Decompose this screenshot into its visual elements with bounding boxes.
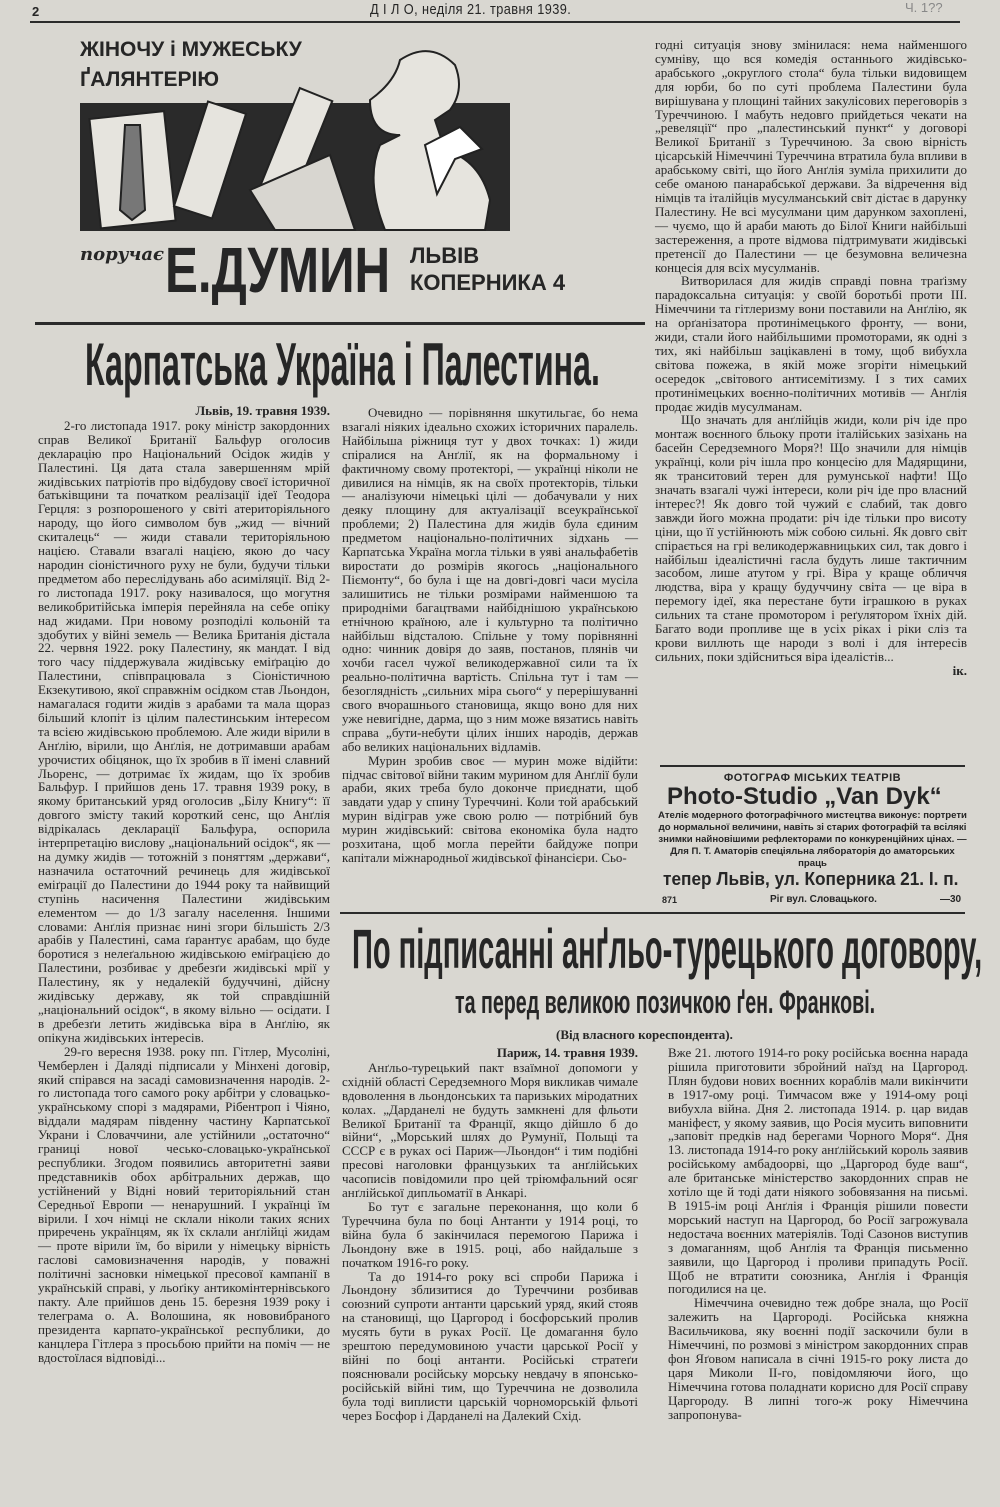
ad-street: КОПЕРНИКА 4 bbox=[410, 270, 566, 295]
article1-column-2 bbox=[342, 406, 638, 865]
article2-column-3 bbox=[668, 1046, 968, 1421]
ad-photo-top: ФОТОГРАФ МІСЬКИХ ТЕАТРІВ bbox=[723, 772, 902, 784]
paragraph: 2-го листопада 1917. року міністр закордонних справ Великої Британії Бальфур оголосив декларацію про Національний Осідок жидів у Палестині. Ця дата стала завершенням мрій жидівських патріотів про відбудову своєї історичної батьківщини та початком реалізації ідеї Теодора Герцля: з розпорошеного у світі атериторіяльного народу, що його символом був „жид — вічний скиталець“ — жиди ставали територіяльною нацією. Ставали взагалі нацією, якою до часу народин сіоністичного руху не були, будучи тільки предметом або переслідувань або асиміляції. Від 2-го листопада 1917. року називалося, що могутня великобритійська імперія перейняла на себе опіку над жидами. При новому розподілі кольоній та здобутих у війні земель — Велика Британія дістала 22. червня 1922. року Палестину, як мандат. І від того часу піддержувала жидівську еміґрацію до Палестини, співпрацювала з Сіоністичною Екзекутивою, якої справжнім осідком став Льондон, намагалася годити жидів з арабами та мала щораз більший клопіт із цілим палестинським інтересом та всією жидівською проблемою. Але жиди вірили в Анґлію, вірили, що Анґлія, не дотримавши арабам урочистих обіцянок, що їх зробив в її імені славний Льоренс, — дотримає їх жидам, що їх зробив Бальфур. І прийшов день 17. травня 1939 року, в якому британський уряд оголосив „Білу Книгу“: її довгого змісту такий короткий сенс, що Анґлія відрікалась декларації Бальфура, оспорила інтерпретацію вислову „національний осідок“, як — на думку жидів — тотожній з поняттям „держави“, назначила остаточний речинець для жидівської еміґрації до Палестини до 1944 року та найвищий ступінь насичення Палестини жидівським елементом — до 1/3 загалу населення. Іншими словами: Анґлія признає нині згори більшість 2/3 арабів у Палестині, сама ґарантує арабам, що буде боротися з нелеґальною жидівською еміґрацією до Палестини, розбиває у дребезґи жидівські мрії у Палестину, як у недалекій будуччині, дійсну жидівську державу, як той справдішній „національний осідок“, в якому вільно — осідати. І в дребезґи летить жидівська віра в Анґлію, як опікуна жидівських інтересів. bbox=[38, 417, 330, 1045]
paragraph: Німеччина очевидно теж добре знала, що Росії залежить на Царгороді. Російська княжна Васильчикова, яку воєнні події заскочили були в Німеччині, по розмові з міністром закордонних справ фон Яґовом написала в січні 1915-го року листа до царя Миколи II-го, повідомляючи його, що Німеччина готова поладнати корисно для Росії справу Царгороду. В липні того-ж року Німеччина запропонува- bbox=[668, 1295, 968, 1422]
paragraph: Що значать для анґлійців жиди, коли річ іде про монтаж воєнного бльоку проти італійських зазіхань на басейн Середземного Моря?! Що значили для німців українці, коли річ ішла про концесію для Мадярщини, як транситовий терен для румунської нафти! Що значать взагалі чужі інтереси, коли річ іде про власний інтерес?! Як довго той чужий є слабий, так довго завжди його можна продати: річ іде тільки про висоту ціни, що її устійнюють між собою сильні. Як довго світ спірається на грі великодержавницьких сил, так довго і найбільш ідеалістичні гасла будуть лише тактичним засобом, лише атутом у грі. Віра у краще обличчя людства, віра у кращу будуччину світа — це віра в перемогу ідеї, яка перестане бути іграшкою в руках сильних та стане промотором і реґулятором їхніх дій. Багато води пропливе ще в усіх ріках і ріки сліз та крови виллють ще народи з волі і для інтересів сильних, поки здійсниться віра ідеалістів... bbox=[655, 412, 967, 664]
ad-photo-code-right: —30 bbox=[940, 894, 962, 905]
ad-photo-corner: Ріг вул. Словацького. bbox=[770, 894, 877, 905]
ad-name: Е.ДУМИН bbox=[165, 234, 391, 306]
paragraph: Анґльо-турецький пакт взаїмної допомоги у східній області Середземного Моря викликав чимале вдоволення в льондонських та паризьких міродатних колах. „Дарданелі не будуть замкнені для фльоти Великої Британії та Франції, якщо дійшло б до війни“, „Морський шлях до Румунії, Польщі та СССР є в руках осі Париж—Льондон“ і тим подібні пресові наголовки французьких та анґлійських часописів повідомили про цей тріюмфальний осяг анґлійської дипльоматії в Анкарі. bbox=[342, 1059, 638, 1201]
paragraph: Та до 1914-го року всі спроби Парижа і Льондону зблизитися до Туреччини розбивав союзний супроти антанти царський уряд, який стояв на становищі, що Царгород і босфорський пролив мусять бути в руках Росії. Це домагання було зрештою передумовиною участи царської Росії у війні по боці антанти. Російські стратеґи пояснювали російську морську невдачу в японсько-російській війні тим, що Туреччина не дозволила була тоді виплисти царській чорноморській фльоті через Босфор і Дарданелі на Далекий Схід. bbox=[342, 1268, 638, 1423]
article1-column-1 bbox=[38, 404, 330, 1365]
article2-dateline: Париж, 14. травня 1939. bbox=[496, 1045, 638, 1060]
article2-byline: (Від власного кореспондента). bbox=[556, 1027, 733, 1042]
ad-illustration bbox=[80, 35, 520, 235]
paragraph: Бо тут є загальне переконання, що коли б Туреччина була по боці Антанти у 1914 році, то війна була б закінчилася перемогою Парижа і Льондону вже в 1915. році, або найдальше з початком 1916-го року. bbox=[342, 1198, 638, 1270]
shirt-tie-icon bbox=[89, 111, 175, 228]
ad-photo-name: Photo-Studio „Van Dyk“ bbox=[667, 783, 942, 810]
paragraph: Вже 21. лютого 1914-го року російська воєнна нарада рішила приготовити збройний наїзд на Царгород. Плян будови нових воєнних кораблів мали викінчити в 1917-ому році. Тимчасом вже у 1914-ому році вибухла війна. Дня 2. листопада 1914. р. цар видав маніфест, у якому заявив, що Росія мусить виповнити „заповіт предків над берегами Чорного Моря“. Дня 13. листопада 1914-го року анґлійський король заявив російському амбадоорві, що „Царгород буде ваш“, але британське міністерство закордонних справ не хотіло ще й тоді дати ніякого зобовязання на письмі. В 1915-ім році Анґлія і Франція рішили повести морський наступ на Царгород, бо Росії загрожувала недостача воєнних матеріялів. Тоді Сазонов виступив з домаганням, щоб Анґлія та Франція письменно заявили, що Царгород і проливи припадуть Росії. Щоб не втратити союзника, Анґлія і Франція погодилися на це. bbox=[668, 1045, 968, 1297]
paragraph: Витворилася для жидів справді повна траґізму парадоксальна ситуація: у своїй боротьбі проти III. Німеччини та гітлеризму вони поставили на Анґлію, як на орґанізатора протинімецького фронту, — вони, жиди, стали його найбільшими промоторами, як одні з тих, які найбільш зацікавлені в тому, щоб вибухла світова пожежа, в якій може згоріти німецький осередок „світового антисемітизму. І з тих самих протинімецьких воєнно-політичних мотивів — Анґлія продає жидів мусулманам. bbox=[655, 273, 967, 414]
ad-photo-address: тепер Львів, ул. Коперника 21. І. п. bbox=[663, 869, 959, 889]
article1-signature: ік. bbox=[952, 662, 967, 678]
article2-top-rule bbox=[340, 912, 965, 914]
photo-ad-top-rule bbox=[660, 765, 965, 767]
ad-bottom-rule bbox=[35, 322, 645, 325]
article1-headline: Карпатська Україна і Палестина. bbox=[85, 331, 600, 398]
paragraph: годні ситуація знову змінилася: нема найменшого сумніву, що вся комедія останнього жидівсько-арабського „округлого стола“ була тільки видовищем для юрби, бо по суті проблема Палестини була вирішувана у площині тайних закулісових переговорів з Туреччиною. І мабуть недовго прийдеться чекати на „ревеляції“ про „палестинський пункт“ у договорі Великої Британії з Туреччиною. За свою вірність цісарській Німеччині Туреччина втратила була впливи в арабському світі, що його Анґлія зуміла прихилити до себе оманою панарабської держави. За відречення від німців та італійців мусулманський світ дістає в дарунку Палестину. Не всі мусулмани цим дарунком захоплені, — чуємо, що й араби мають до Білої Книги найбільші застереження, а проте відмова підтримувати жидівські претенсії до Палестини — це безумовна величезна концесія для всіх мусулманів. bbox=[655, 37, 968, 275]
ad-line2: ҐАЛЯНТЕРІЮ bbox=[80, 68, 219, 91]
article2-column-2 bbox=[342, 1046, 638, 1422]
article2-headline: По підписанні анґльо-турецького договору, bbox=[352, 917, 983, 980]
ad-dumyn[interactable] bbox=[30, 30, 640, 315]
paragraph: Очевидно — порівняння шкутильгає, бо нема взагалі ніяких ідеально схожих історичних паралель. Найбільша ріжниця тут у двох точках: 1) жиди спіралися на Анґлії, як на формальному і фактичному свому протекторі, — українці ніколи не дивилися на німців, як на своїх протекторів, тільки — аналізуючи німецькі цілі — добачували у них деяку площину для актуалізації всеукраїнської проблеми; 2) Палестина для жидів була єдиним предметом національно-політичних зідхань — Карпатська Україна могла тільки в уяві анальфабетів виростати до розмірів якогось „національного Піємонту“, бо була і ще на довгі-довгі часи мусіла залишитись не тільки розмірами найменшою та природніми багацтвами найбіднішою українською етнічною країною, але і культурно та політично найбільш відсталою. Спільне у тому порівнянні одно: чинник довіря до заяв, постанов, плянів чи хочби гасел чужої великодержавної сили та їх реально-політична вартість. Спільна тут і там — безоглядність „сильних міра сього“ у перерішуванні свого вчорашнього становища, якщо воно для них уже невигідне, дарма, що з ним може вязатись навіть справа „бути-небути цілих інших народів, держав або великих національних відламів. bbox=[342, 405, 638, 754]
article1-column-3 bbox=[655, 38, 967, 678]
paragraph: 29-го вересня 1938. року пп. Гітлер, Мусоліні, Чемберлен і Даляді підписали у Мінхені договір, який спірався на засаді самовизначення народів. 2-го листопада того самого року арбітри у словацько-українському спорі з мадярами, Рібентроп і Чіяно, віддали мадярам південну частину Карпатської Украни і Словаччини, але устійнили „остаточно“ границі нової чесько-словацько-української республики. Згодом появились авторитетні заяви представників обох арбітральних держав, що устійнений у Відні новий територіяльний стан Середньої Европи — ненарушний. І українці їм вірили. І хоч німці не склали ніколи таких ясних приречень українцям, як їх склали анґлійці жидам — проте вірили їм, бо вірили у німецьку вірність гаслові самовизначення народів, у поважні політичні засновки німецької пресової кампанії в українській справі, у льоґіку антикомінтернівського пакту. Але прийшов день 15. березня 1939 року і телеграма о. А. Волошина, як нововибраного президента карпато-української республики, до канцлера Гітлера з просьбою прийти на поміч — не вдостоїлася відповіді... bbox=[38, 1043, 330, 1365]
ad-city: ЛЬВІВ bbox=[410, 243, 480, 268]
ad-line1: ЖІНОЧУ і МУЖЕСЬКУ bbox=[80, 38, 302, 61]
paragraph: Мурин зробив своє — мурин може відійти: підчас світової війни таким мурином для Анґлії були араби, яких треба було доконче приєднати, щоб завдати удар у спину Туреччині. Коли той арабський мурин відіграв уже свою ролю — потрібний був мурин жидівський: світова економіка була надто розхитана, щоб могла перейти байдуже попри капітали міжнародньої жидівської фінансієри. Сьо- bbox=[342, 752, 638, 865]
woman-figure-icon bbox=[370, 51, 490, 230]
ad-photo-code-left: 871 bbox=[662, 895, 678, 905]
masthead-rule bbox=[30, 21, 960, 23]
ad-photo-studio[interactable] bbox=[655, 772, 970, 890]
page-number: 2 bbox=[32, 4, 40, 19]
masthead-title: Д І Л О, неділя 21. травня 1939. bbox=[370, 1, 572, 18]
article1-dateline: Львів, 19. травня 1939. bbox=[195, 403, 330, 418]
issue-number: Ч. 1?? bbox=[905, 0, 943, 15]
article2-subheadline: та перед великою позичкою ґен. Франкові. bbox=[455, 984, 876, 1020]
ad-photo-body: Ателіє модерного фотографічного мистецтва виконує: портрети до нормальної величини, навіть зі старих фотографій та всілякі знимки найновішими рефлекторами по конкуренційних цінах. — Для П. Т. Аматорів спеціяльна лябораторія до аматорських праць bbox=[658, 810, 967, 869]
ad-recommends: поручає bbox=[80, 244, 164, 265]
